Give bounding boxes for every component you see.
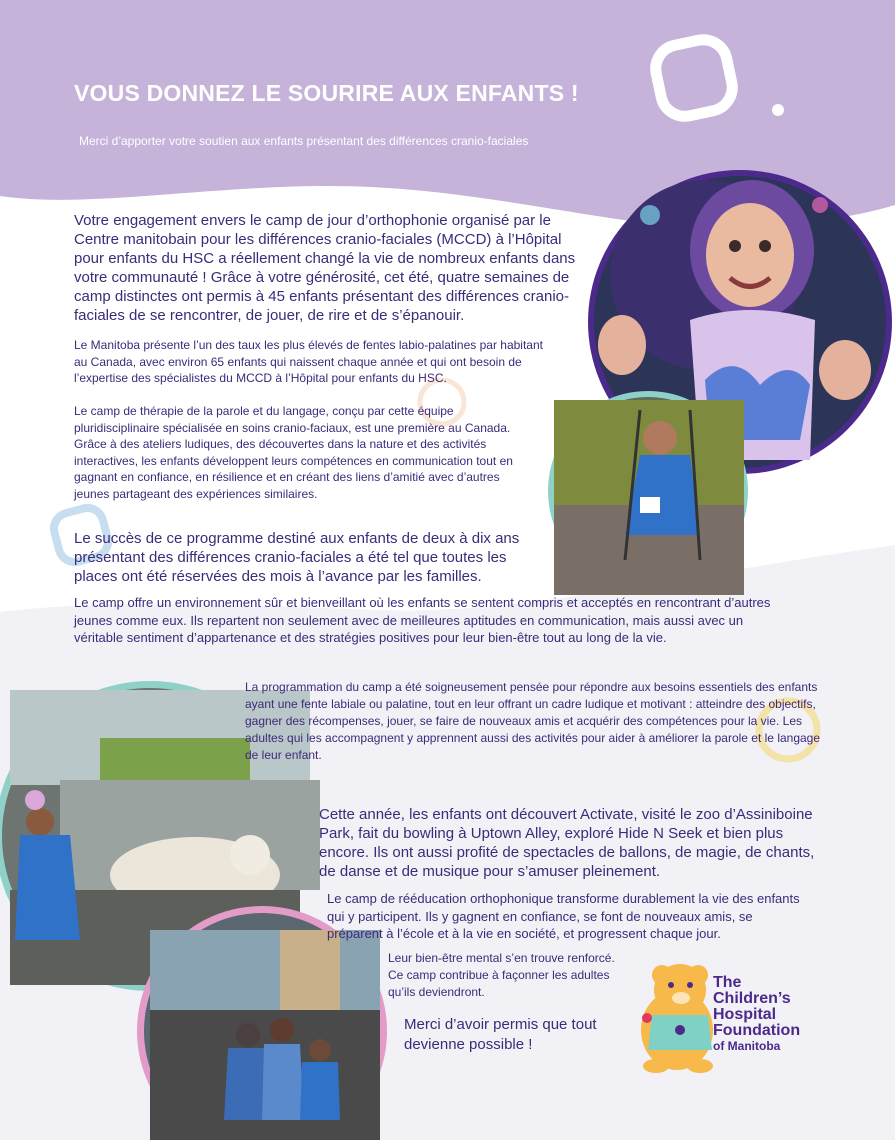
manitoba-paragraph: Le Manitoba présente l’un des taux les plus élevés de fentes labio-palatines par habitant au Canada, avec environ 65 enfants qui naissent chaque année et qui ont besoin de l’expertise des spécialistes du MCCD à l’Hôpital pour enfants du HSC. xyxy=(74,338,543,385)
logo-line-3: Hospital xyxy=(713,1006,777,1023)
thanks-message: Merci d’avoir permis que tout devienne possible ! xyxy=(404,1016,597,1053)
logo-line-1: The xyxy=(713,974,742,991)
success-paragraph: Le succès de ce programme destiné aux enfants de deux à dix ans présentant des différences cranio-faciales a été tel que toutes les places ont été réservées des mois à l’avance par les familles. xyxy=(74,530,520,585)
foundation-logo xyxy=(713,975,873,1054)
environment-paragraph: Le camp offre un environnement sûr et bienveillant où les enfants se sentent compris et acceptés en rencontrant d’autres jeunes comme eux. Ils repartent non seulement avec de meilleures aptitudes en communication, mais aussi avec un véritable sentiment d’appartenance et des stratégies positives pour leur bien-être tout au long de la vie. xyxy=(74,595,771,645)
logo-line-5: of Manitoba xyxy=(713,1039,781,1053)
programming-paragraph: La programmation du camp a été soigneusement pensée pour répondre aux besoins essentiels des enfants ayant une fente labiale ou palatine, tout en leur offrant un cadre ludique et motivant : atteindre des objectifs, gagner des récompenses, jouer, se faire de nouveaux amis et acquérir des compétences pour la vie. Les adultes qui les accompagnent y apprennent aussi des activités pour aider à améliorer la parole et le langage de leur enfant. xyxy=(245,680,821,762)
page-title: VOUS DONNEZ LE SOURIRE AUX ENFANTS ! xyxy=(74,80,579,106)
logo-line-4: Foundation xyxy=(713,1022,801,1039)
photo-child-swing xyxy=(548,391,748,595)
this-year-paragraph: Cette année, les enfants ont découvert Activate, visité le zoo d’Assiniboine Park, fait du bowling à Uptown Alley, exploré Hide N Seek et bien plus encore. Ils ont aussi profité de spectacles de ballons, de magie, de chants, de danse et de musique pour s’amuser pleinement. xyxy=(319,806,815,880)
logo-line-2: Children’s xyxy=(713,990,791,1007)
reeducation-paragraph: Le camp de rééducation orthophonique transforme durablement la vie des enfants qui y participent. Ils y gagnent en confiance, se font de nouveaux amis, se préparent à l’école et à la vie en société, et progressent chaque jour. xyxy=(327,891,800,941)
therapy-paragraph: Le camp de thérapie de la parole et du langage, conçu par cette équipe pluridisciplinaire spécialisée en soins cranio-faciaux, est une première au Canada. Grâce à des ateliers ludiques, des découvertes dans la nature et des activités interactives, les enfants développent leurs compétences en communication tout en gagnant en confiance, en résilience et en créant des liens d’amitié avec d’autres jeunes partageant des expériences similaires. xyxy=(74,404,513,501)
page-subtitle: Merci d’apporter votre soutien aux enfants présentant des différences cranio-faciales xyxy=(79,134,529,148)
lead-paragraph: Votre engagement envers le camp de jour d’orthophonie organisé par le Centre manitobain pour les différences cranio-faciales (MCCD) à l’Hôpital pour enfants du HSC a réellement changé la vie de nombreux enfants dans votre communauté ! Grâce à votre générosité, cet été, quatre semaines de camp distinctes ont permis à 45 enfants présentant des différences cranio-faciales de se rencontrer, de jouer, de rire et de s’épanouir. xyxy=(74,212,576,324)
mental-paragraph: Leur bien-être mental s’en trouve renforcé. Ce camp contribue à façonner les adultes qu’ils deviendront. xyxy=(388,951,615,999)
deco-dot xyxy=(772,104,784,116)
